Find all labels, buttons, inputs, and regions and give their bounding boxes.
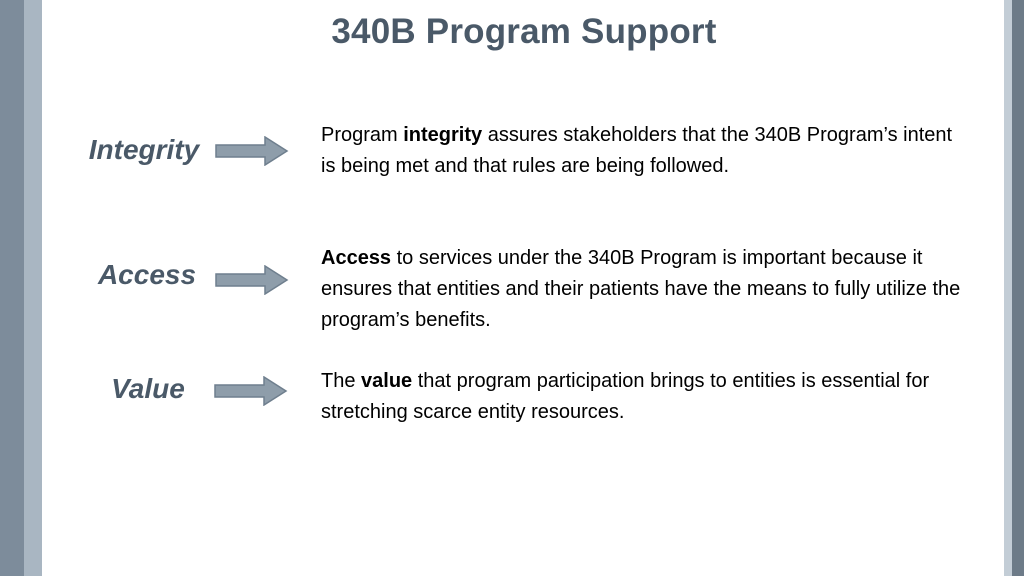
right-decorative-bar-light [1004,0,1012,576]
right-arrow-icon [214,376,288,406]
description-value-pre: The [321,370,362,392]
row-label-access: Access [97,259,197,290]
right-decorative-bar-dark [1012,0,1024,576]
row-label-integrity: Integrity [88,134,200,165]
left-decorative-bar-light [24,0,42,576]
description-value-keyword: value [361,370,413,392]
description-value-post: that program participation brings to entities is essential for stretching scarce entity resources. [321,370,930,423]
description-integrity-keyword: integrity [403,124,483,146]
right-arrow-icon [215,265,289,295]
description-access-keyword: Access [321,247,392,269]
description-integrity [321,120,961,182]
left-decorative-bar-dark [0,0,24,576]
description-value [321,366,961,428]
slide-title: 340B Program Support [331,12,717,51]
row-label-value: Value [111,373,185,404]
description-access [321,243,961,336]
right-arrow-icon [215,136,289,166]
description-integrity-pre: Program [321,124,404,146]
description-integrity-post: assures stakeholders that the 340B Program’s intent is being met and that rules are being followed. [321,124,953,177]
description-access-post: to services under the 340B Program is important because it ensures that entities and their patients have the means to fully utilize the program’s benefits. [321,247,961,331]
